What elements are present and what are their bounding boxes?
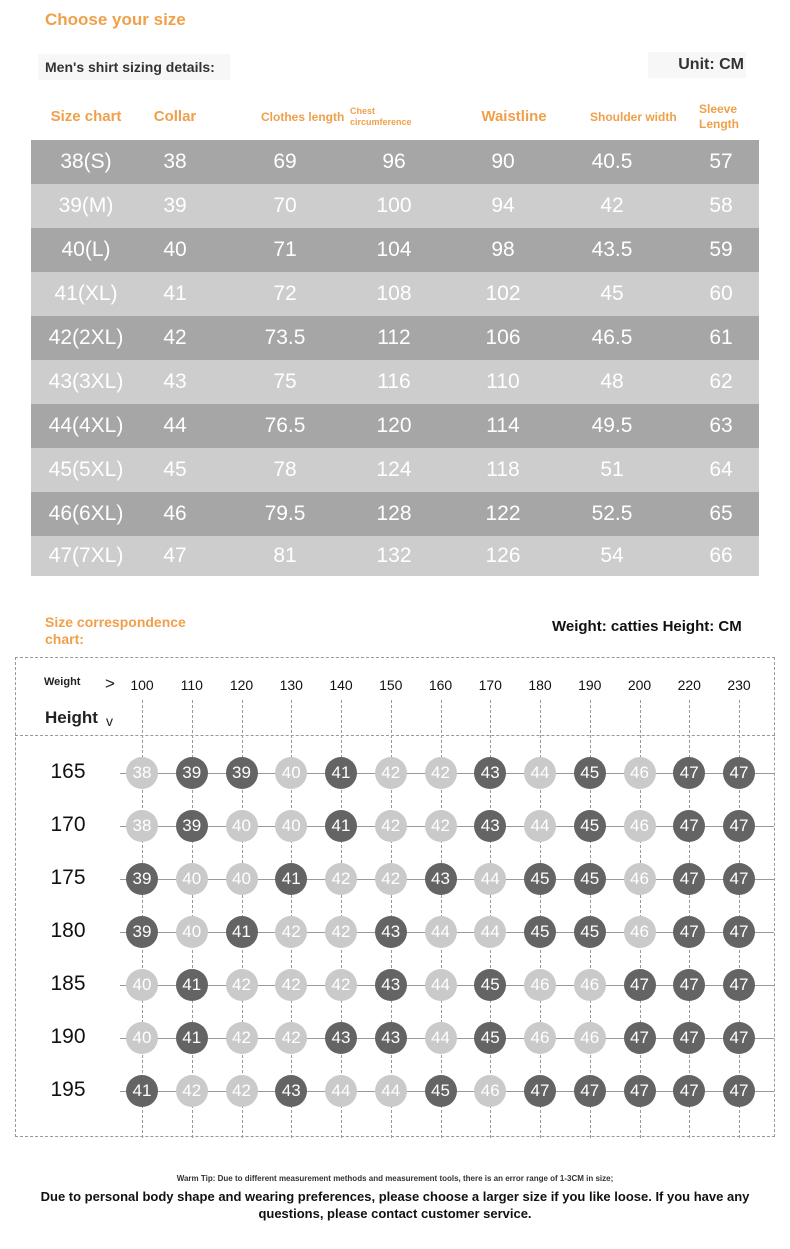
size-circle: 44	[474, 916, 506, 948]
height-arrow-icon: v	[106, 713, 113, 729]
weight-label: 220	[677, 677, 701, 693]
size-circle: 39	[126, 916, 158, 948]
table-cell: 43	[163, 370, 187, 393]
size-table-header-cell: Size chart	[36, 96, 136, 138]
table-cell: 43(3XL)	[48, 370, 124, 393]
table-cell: 52.5	[591, 502, 633, 525]
size-circle: 45	[524, 863, 556, 895]
size-circle: 40	[226, 810, 258, 842]
size-circle: 42	[176, 1075, 208, 1107]
size-circle: 41	[176, 1022, 208, 1054]
table-cell: 75	[273, 370, 297, 393]
size-circle: 40	[275, 810, 307, 842]
size-circle: 40	[126, 969, 158, 1001]
height-label: 180	[50, 919, 86, 942]
size-circle: 46	[624, 863, 656, 895]
table-cell: 64	[709, 458, 733, 481]
size-circle: 39	[226, 757, 258, 789]
height-label: 185	[50, 972, 86, 995]
correspondence-units: Weight: catties Height: CM	[552, 618, 742, 635]
size-circle: 40	[126, 1022, 158, 1054]
table-cell: 45	[163, 458, 187, 481]
table-cell: 78	[273, 458, 297, 481]
size-circle: 47	[673, 1075, 705, 1107]
unit-label: Unit: CM	[648, 52, 746, 78]
size-circle: 44	[474, 863, 506, 895]
weight-label: 140	[329, 677, 353, 693]
table-cell: 45	[600, 282, 624, 305]
size-circle: 44	[325, 1075, 357, 1107]
table-cell: 120	[376, 414, 412, 437]
table-cell: 40	[163, 238, 187, 261]
size-circle: 45	[524, 916, 556, 948]
size-circle: 43	[375, 916, 407, 948]
size-circle: 44	[425, 1022, 457, 1054]
table-cell: 79.5	[264, 502, 306, 525]
size-circle: 47	[723, 810, 755, 842]
table-row	[31, 492, 759, 536]
height-label: 165	[50, 760, 86, 783]
size-circle: 47	[723, 757, 755, 789]
table-cell: 41	[163, 282, 187, 305]
size-circle: 40	[226, 863, 258, 895]
height-label: 175	[50, 866, 86, 889]
size-circle: 39	[126, 863, 158, 895]
size-circle: 46	[474, 1075, 506, 1107]
grid-header-divider	[15, 735, 775, 736]
size-circle: 41	[325, 757, 357, 789]
table-cell: 60	[709, 282, 733, 305]
table-cell: 126	[485, 544, 521, 567]
table-cell: 81	[273, 544, 297, 567]
table-cell: 47(7XL)	[48, 544, 124, 567]
size-circle: 41	[275, 863, 307, 895]
table-cell: 43.5	[591, 238, 633, 261]
size-circle: 42	[226, 1075, 258, 1107]
table-cell: 39	[163, 194, 187, 217]
table-cell: 69	[273, 150, 297, 173]
size-circle: 39	[176, 757, 208, 789]
table-cell: 39(M)	[58, 194, 114, 217]
size-circle: 42	[226, 969, 258, 1001]
size-table-header-cell: Waistline	[464, 96, 564, 138]
table-cell: 65	[709, 502, 733, 525]
table-cell: 63	[709, 414, 733, 437]
size-circle: 44	[524, 757, 556, 789]
table-cell: 124	[376, 458, 412, 481]
table-row	[31, 404, 759, 448]
size-circle: 42	[375, 757, 407, 789]
table-cell: 96	[382, 150, 406, 173]
weight-label: 190	[578, 677, 602, 693]
table-row	[31, 228, 759, 272]
size-circle: 47	[723, 863, 755, 895]
table-cell: 46(6XL)	[48, 502, 124, 525]
size-circle: 47	[673, 810, 705, 842]
weight-label: 180	[528, 677, 552, 693]
size-circle: 47	[624, 1075, 656, 1107]
table-cell: 40(L)	[61, 238, 111, 261]
table-cell: 118	[486, 458, 520, 481]
size-circle: 47	[673, 863, 705, 895]
table-cell: 76.5	[264, 414, 306, 437]
table-cell: 46.5	[591, 326, 633, 349]
size-circle: 43	[375, 969, 407, 1001]
table-cell: 54	[600, 544, 624, 567]
table-row	[31, 536, 759, 576]
size-circle: 43	[474, 757, 506, 789]
weight-axis-label: Weight	[44, 676, 81, 688]
table-cell: 98	[491, 238, 515, 261]
size-circle: 42	[226, 1022, 258, 1054]
size-circle: 43	[425, 863, 457, 895]
table-cell: 40.5	[591, 150, 633, 173]
size-circle: 47	[574, 1075, 606, 1107]
table-cell: 57	[709, 150, 733, 173]
table-cell: 48	[600, 370, 624, 393]
size-circle: 46	[624, 916, 656, 948]
size-circle: 46	[574, 969, 606, 1001]
size-circle: 45	[574, 863, 606, 895]
table-cell: 59	[709, 238, 733, 261]
size-circle: 40	[176, 916, 208, 948]
size-circle: 42	[275, 916, 307, 948]
size-circle: 44	[425, 969, 457, 1001]
size-circle: 45	[574, 916, 606, 948]
height-label: 195	[50, 1078, 86, 1101]
table-cell: 42(2XL)	[48, 326, 124, 349]
size-circle: 46	[624, 810, 656, 842]
weight-arrow-icon: >	[105, 674, 115, 693]
size-circle: 44	[524, 810, 556, 842]
size-circle: 42	[425, 757, 457, 789]
table-cell: 122	[485, 502, 521, 525]
table-row	[31, 448, 759, 492]
table-cell: 73.5	[264, 326, 306, 349]
size-circle: 43	[474, 810, 506, 842]
table-cell: 38(S)	[60, 150, 112, 173]
weight-label: 110	[180, 677, 203, 693]
table-cell: 41(XL)	[54, 282, 118, 305]
table-cell: 128	[376, 502, 412, 525]
weight-label: 200	[627, 677, 652, 693]
table-cell: 108	[376, 282, 412, 305]
size-circle: 43	[375, 1022, 407, 1054]
height-label: 190	[50, 1025, 86, 1048]
size-circle: 40	[176, 863, 208, 895]
weight-label: 230	[727, 677, 751, 693]
size-circle: 45	[474, 969, 506, 1001]
size-circle: 46	[574, 1022, 606, 1054]
size-circle: 44	[425, 916, 457, 948]
size-circle: 42	[425, 810, 457, 842]
size-circle: 42	[325, 863, 357, 895]
table-cell: 100	[376, 194, 412, 217]
size-circle: 44	[375, 1075, 407, 1107]
weight-label: 160	[428, 677, 453, 693]
table-cell: 44(4XL)	[48, 414, 124, 437]
warm-tip: Warm Tip: Due to different measurement methods and measurement tools, there is an error range of 1-3CM in size;	[176, 1174, 614, 1183]
table-row	[31, 316, 759, 360]
weight-label: 130	[279, 677, 303, 693]
table-cell: 72	[273, 282, 297, 305]
size-circle: 45	[425, 1075, 457, 1107]
size-circle: 47	[673, 1022, 705, 1054]
correspondence-grid-frame	[15, 657, 775, 1137]
table-cell: 38	[163, 150, 187, 173]
weight-label: 120	[229, 677, 254, 693]
page-title: Choose your size	[45, 10, 186, 29]
size-advice-note: Due to personal body shape and wearing preferences, please choose a larger size if you like loose. If you have any questions, please contact customer service.	[40, 1189, 750, 1221]
size-circle: 47	[723, 969, 755, 1001]
table-cell: 42	[600, 194, 624, 217]
size-circle: 47	[673, 969, 705, 1001]
table-cell: 71	[273, 238, 297, 261]
size-circle: 47	[723, 1022, 755, 1054]
table-cell: 47	[163, 544, 187, 567]
table-cell: 116	[377, 370, 411, 393]
table-cell: 114	[486, 414, 520, 437]
table-cell: 58	[709, 194, 733, 217]
weight-label: 170	[478, 677, 502, 693]
size-circle: 45	[574, 757, 606, 789]
table-cell: 62	[709, 370, 733, 393]
size-circle: 46	[524, 1022, 556, 1054]
table-cell: 66	[709, 544, 733, 567]
size-circle: 46	[624, 757, 656, 789]
size-table-header-cell: Collar	[125, 96, 225, 138]
size-circle: 42	[275, 969, 307, 1001]
table-cell: 102	[485, 282, 521, 305]
table-cell: 90	[491, 150, 515, 173]
weight-label: 100	[130, 677, 154, 693]
table-cell: 49.5	[591, 414, 633, 437]
table-cell: 61	[709, 326, 733, 349]
weight-label: 150	[379, 677, 403, 693]
size-circle: 41	[126, 1075, 158, 1107]
correspondence-title: Size correspondence chart:	[45, 614, 186, 647]
size-circle: 47	[723, 1075, 755, 1107]
size-circle: 47	[624, 969, 656, 1001]
size-circle: 43	[275, 1075, 307, 1107]
size-circle: 41	[176, 969, 208, 1001]
table-row	[31, 272, 759, 316]
size-circle: 39	[176, 810, 208, 842]
size-circle: 40	[275, 757, 307, 789]
table-cell: 132	[376, 544, 412, 567]
table-row	[31, 184, 759, 228]
size-circle: 47	[624, 1022, 656, 1054]
height-axis-label: Height	[45, 708, 98, 727]
size-circle: 47	[723, 916, 755, 948]
size-table	[31, 140, 759, 576]
table-cell: 44	[163, 414, 187, 437]
size-table-header-cell: Chest circumference	[350, 96, 430, 138]
size-circle: 41	[226, 916, 258, 948]
table-cell: 42	[163, 326, 187, 349]
table-cell: 46	[163, 502, 187, 525]
table-cell: 70	[273, 194, 297, 217]
size-table-header-cell: Clothes length	[261, 96, 361, 138]
height-label: 170	[50, 813, 86, 836]
size-circle: 38	[126, 757, 158, 789]
table-row	[31, 140, 759, 184]
size-circle: 45	[474, 1022, 506, 1054]
size-circle: 47	[524, 1075, 556, 1107]
table-cell: 104	[376, 238, 412, 261]
size-circle: 43	[325, 1022, 357, 1054]
size-table-header-cell: Sleeve Length	[699, 96, 759, 138]
table-cell: 112	[377, 326, 411, 349]
size-circle: 42	[325, 969, 357, 1001]
size-circle: 42	[375, 863, 407, 895]
size-circle: 42	[275, 1022, 307, 1054]
size-circle: 41	[325, 810, 357, 842]
section-subtitle: Men's shirt sizing details:	[38, 54, 230, 80]
size-circle: 42	[375, 810, 407, 842]
size-table-header-cell: Shoulder width	[590, 96, 690, 138]
size-circle: 42	[325, 916, 357, 948]
table-row	[31, 360, 759, 404]
size-circle: 38	[126, 810, 158, 842]
table-cell: 110	[486, 370, 520, 393]
size-circle: 46	[524, 969, 556, 1001]
table-cell: 94	[491, 194, 515, 217]
size-circle: 47	[673, 757, 705, 789]
table-cell: 45(5XL)	[48, 458, 124, 481]
size-circle: 45	[574, 810, 606, 842]
size-circle: 47	[673, 916, 705, 948]
table-cell: 106	[485, 326, 521, 349]
table-cell: 51	[600, 458, 624, 481]
